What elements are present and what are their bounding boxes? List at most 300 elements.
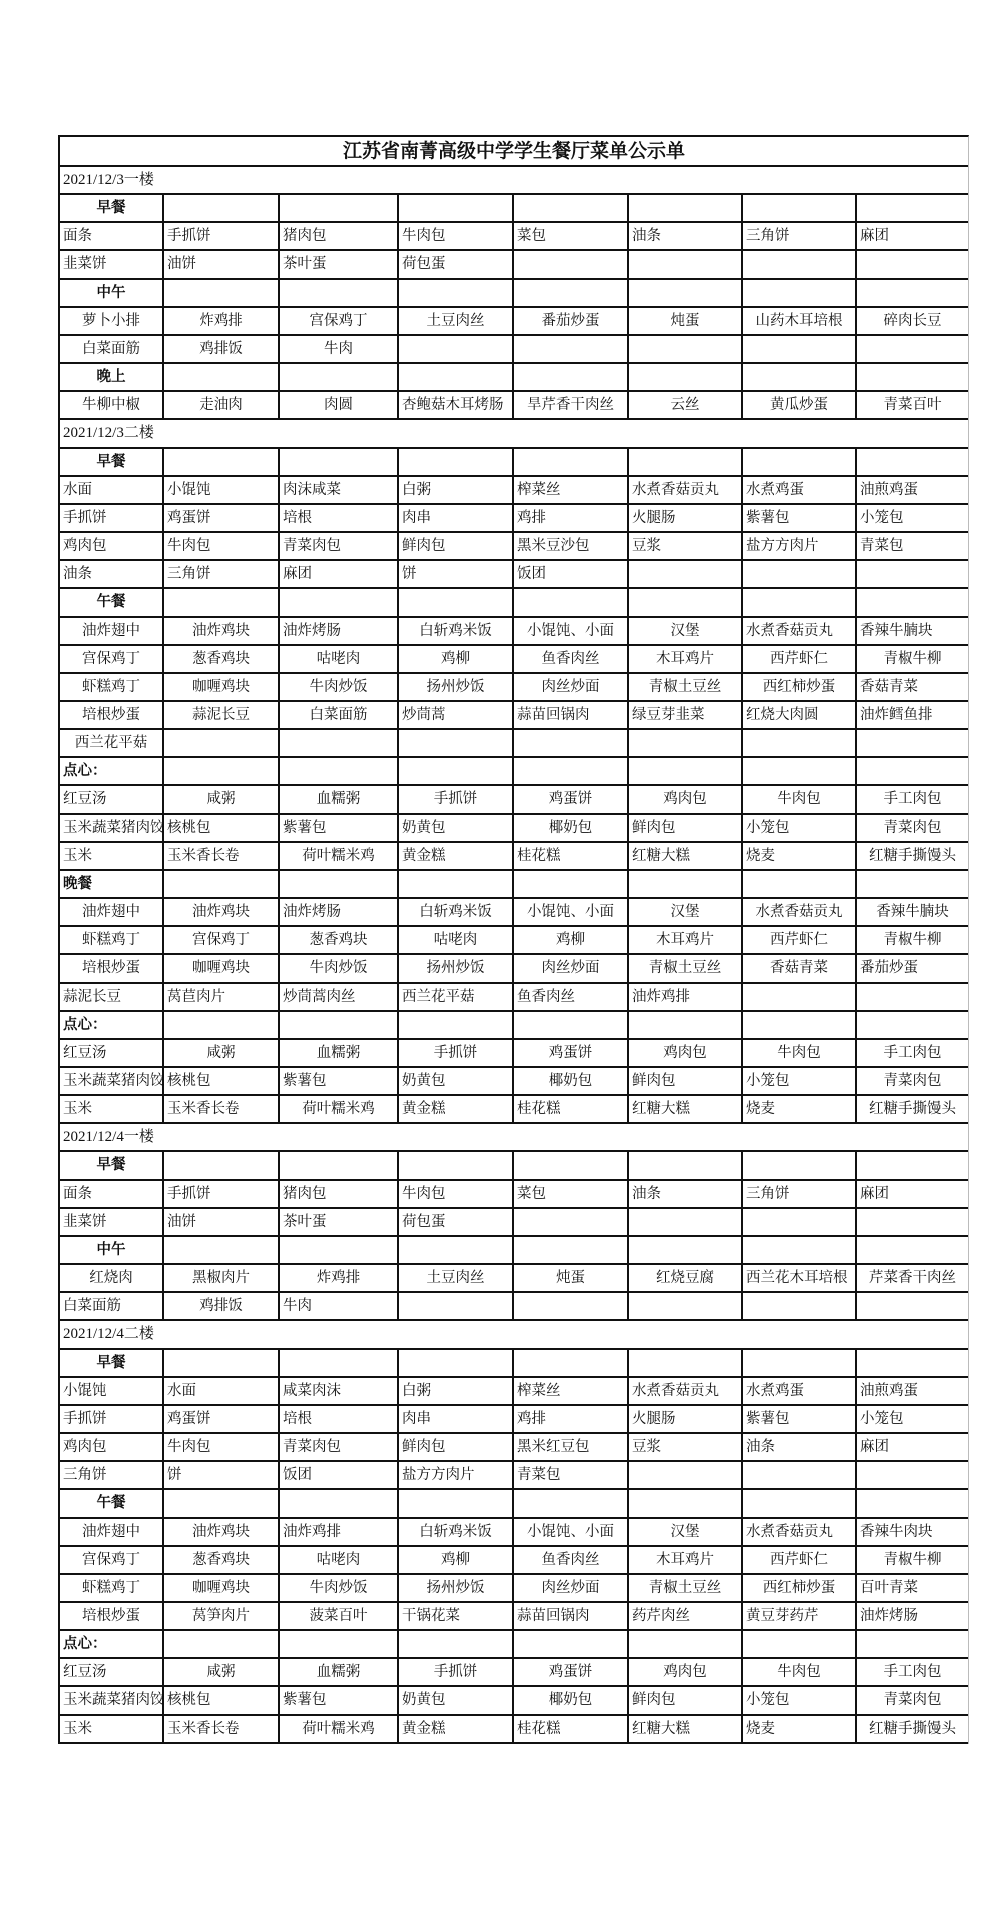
table-cell: 鸡蛋饼 [514,1659,629,1685]
table-cell: 椰奶包 [514,1068,629,1094]
table-cell: 杏鲍菇木耳烤肠 [399,392,514,418]
table-cell: 菜包 [514,1181,629,1207]
table-row [60,1181,968,1209]
table-cell: 虾糕鸡丁 [60,927,164,953]
table-cell: 小馄饨、小面 [514,1519,629,1545]
table-cell [164,1350,280,1376]
table-cell [629,364,743,390]
table-cell: 鱼香肉丝 [514,984,629,1010]
table-cell: 椰奶包 [514,815,629,841]
table-cell: 葱香鸡块 [164,1547,280,1573]
table-cell [857,561,968,587]
table-cell: 油炸烤肠 [280,618,399,644]
table-cell: 核桃包 [164,815,280,841]
table-cell: 烧麦 [743,843,857,869]
menu-rows [60,167,968,1744]
table-cell [280,280,399,306]
table-cell: 水面 [60,477,164,503]
table-cell: 牛肉 [280,336,399,362]
table-cell [514,758,629,784]
table-cell: 水面 [164,1378,280,1404]
table-cell: 土豆肉丝 [399,308,514,334]
table-cell [743,1237,857,1263]
table-cell: 咕咾肉 [280,1547,399,1573]
table-cell [857,1490,968,1516]
table-cell: 黑米红豆包 [514,1434,629,1460]
table-cell: 血糯粥 [280,786,399,812]
table-cell [164,1237,280,1263]
table-cell: 山药木耳培根 [743,308,857,334]
table-row [60,1096,968,1124]
table-cell: 蒜苗回锅肉 [514,1603,629,1629]
table-cell: 小馄饨 [60,1378,164,1404]
table-row [60,1490,968,1518]
table-cell [743,561,857,587]
table-cell [857,1631,968,1657]
table-cell: 牛肉包 [743,786,857,812]
table-cell: 宫保鸡丁 [280,308,399,334]
table-cell [399,364,514,390]
table-cell [399,336,514,362]
table-cell [857,336,968,362]
table-cell [743,871,857,897]
table-cell: 菜包 [514,223,629,249]
table-cell [514,1152,629,1178]
table-cell: 青菜肉包 [883,819,942,836]
table-cell: 扬州炒饭 [399,955,514,981]
table-cell [399,449,514,475]
table-cell [743,195,857,221]
table-cell: 咕咾肉 [280,646,399,672]
table-cell: 鸡柳 [514,927,629,953]
table-cell [857,1012,968,1038]
table-cell: 云丝 [629,392,743,418]
table-cell: 黄金糕 [399,843,514,869]
table-cell: 猪肉包 [280,1181,399,1207]
table-cell: 核桃包 [164,1687,280,1713]
table-cell [280,364,399,390]
table-row [60,674,968,702]
table-cell: 核桃包 [164,1068,280,1094]
table-cell: 蒜苗回锅肉 [514,702,629,728]
table-cell: 咸菜肉沫 [280,1378,399,1404]
table-cell: 红豆汤 [60,786,164,812]
table-cell [743,1209,857,1235]
table-cell: 黑椒肉片 [164,1265,280,1291]
menu-table [58,135,969,1744]
table-cell [280,1237,399,1263]
table-cell: 香辣牛腩块 [876,904,949,921]
table-cell [743,1012,857,1038]
table-cell [280,1631,399,1657]
table-cell: 荷包蛋 [399,1209,514,1235]
table-row [60,702,968,730]
table-cell: 鸡蛋饼 [514,1040,629,1066]
table-cell: 油炸鸡块 [164,899,280,925]
table-cell: 西兰花木耳培根 [743,1265,857,1291]
table-cell [280,758,399,784]
table-cell [743,758,857,784]
table-cell: 荷叶糯米鸡 [280,1096,399,1122]
table-cell: 炒茼蒿肉丝 [280,984,399,1010]
table-cell: 鲜肉包 [399,1434,514,1460]
table-row [60,1406,968,1434]
table-cell: 西芹虾仁 [743,1547,857,1573]
table-cell: 小馄饨、小面 [514,899,629,925]
table-cell: 油条 [629,223,743,249]
table-cell: 榨菜丝 [514,477,629,503]
table-cell [399,730,514,756]
table-cell: 油条 [60,561,164,587]
table-cell: 手抓饼 [164,223,280,249]
table-cell [857,1350,968,1376]
table-cell [514,589,629,615]
table-cell: 鸡肉包 [60,1434,164,1460]
table-cell [857,984,968,1010]
table-cell [514,364,629,390]
table-cell: 红豆汤 [60,1659,164,1685]
table-cell [629,589,743,615]
table-cell: 油炸鸡块 [164,618,280,644]
table-cell: 麻团 [860,1439,889,1456]
table-cell: 油炸翅中 [60,1519,164,1545]
table-cell: 面条 [60,1181,164,1207]
table-cell [164,1152,280,1178]
table-cell: 水煮香菇贡丸 [743,899,857,925]
table-cell: 牛肉包 [164,533,280,559]
table-cell: 干锅花菜 [399,1603,514,1629]
table-cell: 肉丝炒面 [514,955,629,981]
table-cell: 青菜肉包 [280,533,399,559]
table-cell: 莴苣肉片 [164,984,280,1010]
table-row [60,449,968,477]
table-cell: 木耳鸡片 [629,927,743,953]
table-row [60,1152,968,1180]
table-row [60,1068,968,1096]
section-date-row [60,1124,968,1152]
table-cell: 红烧肉 [60,1265,164,1291]
section-date-label: 2021/12/4一楼 [63,1129,154,1146]
table-cell: 水煮香菇贡丸 [743,1519,857,1545]
section-date-row [60,167,968,195]
table-cell: 宫保鸡丁 [60,1547,164,1573]
table-cell: 油炸翅中 [60,899,164,925]
table-cell [164,589,280,615]
table-cell: 咖喱鸡块 [164,1575,280,1601]
table-cell: 木耳鸡片 [629,646,743,672]
table-cell: 肉串 [399,1406,514,1432]
table-row [60,1012,968,1040]
table-cell: 咸粥 [164,786,280,812]
table-cell: 饼 [164,1462,280,1488]
meal-header-cell: 早餐 [60,195,164,221]
table-cell [857,730,968,756]
table-cell [399,589,514,615]
table-cell: 牛柳中椒 [60,392,164,418]
table-row [60,1716,968,1744]
table-cell: 碎肉长豆 [883,312,942,329]
section-date-label: 2021/12/3一楼 [63,172,154,188]
table-cell: 盐方方肉片 [743,533,857,559]
table-cell: 手工肉包 [883,1044,942,1061]
table-cell: 咖喱鸡块 [164,674,280,700]
table-cell: 木耳鸡片 [629,1547,743,1573]
table-cell: 红烧大肉圆 [743,702,857,728]
table-cell: 油饼 [164,251,280,277]
table-cell: 水煮鸡蛋 [743,1378,857,1404]
table-cell: 西红柿炒蛋 [743,674,857,700]
table-cell: 鸡肉包 [629,1040,743,1066]
table-cell: 小笼包 [860,509,904,526]
table-row [60,336,968,364]
table-row [60,280,968,308]
table-cell: 紫薯包 [743,1406,857,1432]
table-cell: 番茄炒蛋 [860,960,918,977]
table-cell: 紫薯包 [280,1687,399,1713]
table-cell: 手工肉包 [883,1664,942,1681]
table-cell [514,1293,629,1319]
table-cell: 青椒土豆丝 [629,955,743,981]
table-cell: 麻团 [860,1185,889,1202]
table-cell: 油炸烤肠 [280,899,399,925]
table-row [60,1265,968,1293]
table-row [60,1237,968,1265]
table-cell [514,251,629,277]
table-cell: 药芹肉丝 [629,1603,743,1629]
table-cell: 桂花糕 [514,843,629,869]
table-cell: 红糖大糕 [629,1716,743,1742]
table-cell: 红糖手撕馒头 [869,847,956,864]
table-cell: 青椒牛柳 [883,1551,942,1568]
table-row [60,758,968,786]
table-cell [399,280,514,306]
table-cell: 水煮香菇贡丸 [629,1378,743,1404]
table-cell [857,364,968,390]
table-row [60,955,968,983]
table-cell: 水煮鸡蛋 [743,477,857,503]
table-cell [399,1012,514,1038]
table-cell: 黄金糕 [399,1096,514,1122]
table-cell [629,251,743,277]
table-cell [857,195,968,221]
table-cell: 培根炒蛋 [60,1603,164,1629]
table-cell: 鸡柳 [399,1547,514,1573]
table-cell: 炸鸡排 [164,308,280,334]
table-cell: 面条 [60,223,164,249]
table-cell: 青椒牛柳 [883,932,942,949]
table-cell [164,195,280,221]
table-cell [164,1631,280,1657]
table-cell [743,364,857,390]
table-row [60,618,968,646]
table-cell: 油饼 [164,1209,280,1235]
table-cell: 油条 [629,1181,743,1207]
table-cell [164,364,280,390]
table-cell: 培根炒蛋 [60,702,164,728]
table-cell: 盐方方肉片 [399,1462,514,1488]
table-cell: 奶黄包 [399,1687,514,1713]
table-row [60,561,968,589]
table-cell: 鸡肉包 [629,786,743,812]
table-cell: 牛肉炒饭 [280,674,399,700]
table-cell: 萝卜小排 [60,308,164,334]
meal-header-cell: 点心： [60,758,164,784]
table-row [60,1603,968,1631]
table-cell: 鸡排饭 [164,1293,280,1319]
table-cell [514,1490,629,1516]
meal-header-cell: 午餐 [60,1490,164,1516]
section-date-label: 2021/12/3二楼 [63,425,154,442]
table-cell: 油炸翅中 [60,618,164,644]
table-cell: 烧麦 [743,1096,857,1122]
table-cell: 鸡肉包 [629,1659,743,1685]
table-cell [629,1490,743,1516]
table-cell [164,758,280,784]
table-row [60,1434,968,1462]
table-row [60,815,968,843]
table-cell: 血糯粥 [280,1659,399,1685]
table-cell: 牛肉包 [164,1434,280,1460]
table-cell: 鸡蛋饼 [514,786,629,812]
table-cell: 鸡蛋饼 [164,505,280,531]
table-cell [743,449,857,475]
table-cell: 鲜肉包 [629,1687,743,1713]
table-cell [629,871,743,897]
table-cell [629,1012,743,1038]
table-cell: 葱香鸡块 [164,646,280,672]
table-cell: 白菜面筋 [60,1293,164,1319]
table-cell: 白斩鸡米饭 [399,618,514,644]
table-cell: 咸粥 [164,1659,280,1685]
table-cell: 香辣牛肉块 [860,1523,933,1540]
table-cell: 榨菜丝 [514,1378,629,1404]
table-cell [857,280,968,306]
table-cell [629,561,743,587]
table-cell: 红糖大糕 [629,1096,743,1122]
table-cell: 炖蛋 [629,308,743,334]
table-cell: 培根 [280,1406,399,1432]
table-cell: 汉堡 [629,899,743,925]
table-cell: 牛肉包 [399,1181,514,1207]
table-cell: 紫薯包 [280,815,399,841]
table-cell: 鸡排 [514,1406,629,1432]
table-cell: 西兰花平菇 [399,984,514,1010]
table-cell: 白菜面筋 [60,336,164,362]
table-cell: 油炸烤肠 [860,1607,918,1624]
table-cell [629,1237,743,1263]
table-cell: 荷包蛋 [399,251,514,277]
table-cell: 黑米豆沙包 [514,533,629,559]
table-cell [280,589,399,615]
table-cell: 鸡肉包 [60,533,164,559]
table-cell: 虾糕鸡丁 [60,1575,164,1601]
table-cell: 黄瓜炒蛋 [743,392,857,418]
table-cell [399,1631,514,1657]
table-cell: 鸡排 [514,505,629,531]
table-cell [629,1462,743,1488]
table-cell: 手抓饼 [399,786,514,812]
meal-header-cell: 早餐 [60,449,164,475]
table-cell: 麻团 [280,561,399,587]
table-cell: 青菜包 [860,538,904,555]
table-row [60,251,968,279]
table-cell: 炸鸡排 [280,1265,399,1291]
table-cell: 猪肉包 [280,223,399,249]
table-cell [857,1293,968,1319]
table-cell: 鲜肉包 [629,1068,743,1094]
table-cell: 青菜肉包 [883,1073,942,1089]
table-cell [743,589,857,615]
table-cell: 小笼包 [743,1687,857,1713]
table-cell: 西芹虾仁 [743,927,857,953]
table-cell: 牛肉包 [399,223,514,249]
table-cell: 豆浆 [629,1434,743,1460]
table-cell [280,871,399,897]
table-cell: 宫保鸡丁 [60,646,164,672]
table-cell: 手工肉包 [883,791,942,808]
table-cell: 荷叶糯米鸡 [280,1716,399,1742]
table-cell [514,730,629,756]
table-cell [514,449,629,475]
table-cell: 白粥 [399,477,514,503]
table-cell: 玉米 [60,1096,164,1122]
table-cell: 紫薯包 [743,505,857,531]
table-cell: 鲜肉包 [399,533,514,559]
table-cell [629,1209,743,1235]
table-cell: 咖喱鸡块 [164,955,280,981]
table-cell: 玉米 [60,843,164,869]
table-cell: 扬州炒饭 [399,674,514,700]
table-cell [743,984,857,1010]
table-cell [857,871,968,897]
table-cell: 鸡蛋饼 [164,1406,280,1432]
table-cell [857,758,968,784]
table-cell: 西红柿炒蛋 [743,1575,857,1601]
table-cell: 炖蛋 [514,1265,629,1291]
table-cell: 油煎鸡蛋 [860,481,918,498]
table-cell: 牛肉 [280,1293,399,1319]
table-row [60,533,968,561]
table-cell [629,1293,743,1319]
table-cell: 旱芹香干肉丝 [514,392,629,418]
section-date-row [60,420,968,448]
table-row [60,646,968,674]
table-cell: 三角饼 [743,1181,857,1207]
table-cell: 玉米蔬菜猪肉饺 [60,815,164,841]
table-cell [629,336,743,362]
table-cell: 虾糕鸡丁 [60,674,164,700]
table-cell: 香菇青菜 [743,955,857,981]
table-cell: 牛肉包 [743,1040,857,1066]
section-date-label: 2021/12/4二楼 [63,1326,154,1343]
table-row [60,730,968,758]
table-row [60,871,968,899]
table-cell [399,1152,514,1178]
table-cell: 奶黄包 [399,815,514,841]
table-cell [629,730,743,756]
table-cell: 茶叶蛋 [280,251,399,277]
table-cell: 火腿肠 [629,1406,743,1432]
table-cell [399,871,514,897]
table-cell: 火腿肠 [629,505,743,531]
table-cell [399,1237,514,1263]
table-cell: 红糖手撕馒头 [869,1720,956,1737]
table-cell [399,1490,514,1516]
table-cell: 玉米蔬菜猪肉饺 [60,1687,164,1713]
table-cell [743,251,857,277]
table-cell [629,280,743,306]
table-cell: 扬州炒饭 [399,1575,514,1601]
